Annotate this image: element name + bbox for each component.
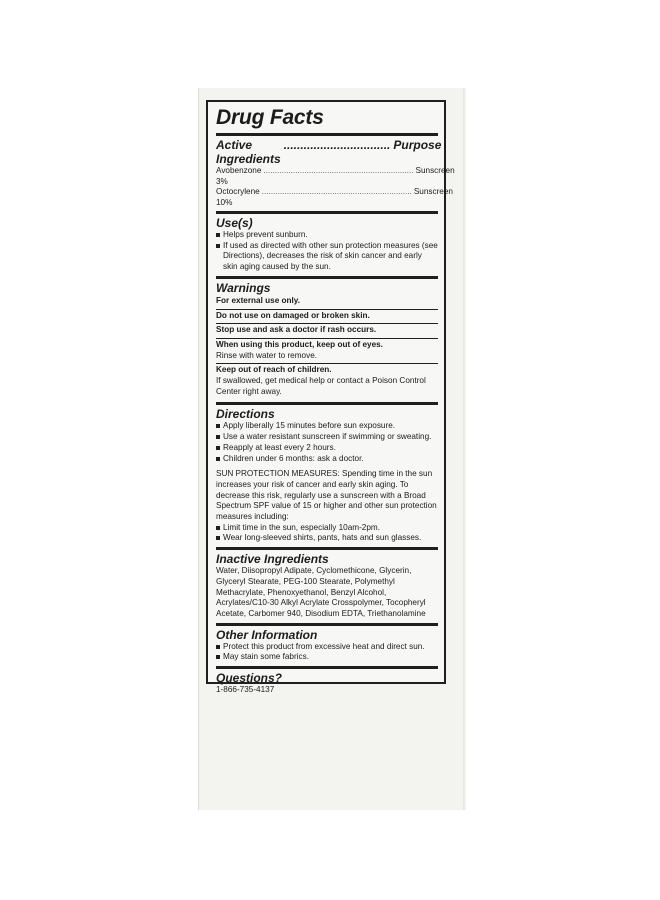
active-ingredients-heading: Active Ingredients — [216, 138, 281, 166]
uses-heading: Use(s) — [216, 216, 253, 230]
box-edge — [463, 88, 466, 810]
directions-item: Reapply at least every 2 hours. — [216, 443, 438, 454]
warning-children-text: If swallowed, get medical help or contact a Poison Control Center right away. — [216, 376, 426, 396]
ingredient-name: Octocrylene 10% — [216, 187, 260, 207]
directions-item: Use a water resistant sunscreen if swimming or sweating. — [216, 432, 438, 443]
purpose-heading: Purpose — [393, 138, 442, 152]
uses-item: Helps prevent sunburn. — [216, 230, 438, 241]
uses-item: If used as directed with other sun protection measures (see Directions), decreases the risk of skin cancer and early skin aging caused by the sun. — [216, 241, 438, 273]
warning-when-using — [216, 338, 438, 363]
warning-damaged-skin: Do not use on damaged or broken skin. — [216, 309, 438, 324]
warning-external: For external use only. — [216, 295, 301, 305]
warning-stop-use: Stop use and ask a doctor if rash occurs. — [216, 323, 438, 338]
directions-heading: Directions — [216, 407, 275, 422]
dot-leader: .................................................................. — [261, 187, 412, 196]
sun-protection-item: Limit time in the sun, especially 10am-2pm. — [216, 523, 438, 534]
questions-heading: Questions? — [216, 671, 283, 686]
drug-facts-panel — [206, 100, 455, 695]
warning-when-using-text: Rinse with water to remove. — [216, 350, 318, 360]
other-information-heading: Other Information — [216, 627, 318, 642]
dot-leader: ................................ — [283, 138, 391, 152]
sun-protection-measures: SUN PROTECTION MEASURES: Spending time in the sun increases your risk of cancer and early skin aging. To decrease this risk, regularly use a sunscreen with a Broad Spectrum SPF value of 15 or higher and other sun protection measures including: — [216, 469, 437, 522]
warnings-heading: Warnings — [216, 280, 271, 295]
active-ingredient-row — [216, 166, 455, 187]
questions-phone: 1-866-735-4137 — [216, 685, 275, 695]
warning-children-title: Keep out of reach of children. — [216, 365, 332, 375]
other-information-item: May stain some fabrics. — [216, 652, 438, 663]
ingredient-name: Avobenzone 3% — [216, 166, 262, 186]
sun-protection-item: Wear long-sleeved shirts, pants, hats and sun glasses. — [216, 533, 438, 544]
inactive-ingredients-section — [216, 547, 438, 623]
uses-section — [216, 211, 438, 276]
drug-facts-title: Drug Facts — [216, 106, 324, 129]
warning-children — [216, 363, 438, 399]
directions-section — [216, 402, 438, 547]
inactive-ingredients-heading: Inactive Ingredients — [216, 552, 329, 567]
directions-item: Children under 6 months: ask a doctor. — [216, 454, 438, 465]
ingredient-purpose: Sunscreen — [415, 166, 455, 175]
directions-item: Apply liberally 15 minutes before sun exposure. — [216, 421, 438, 432]
inactive-ingredients-text: Water, Diisopropyl Adipate, Cyclomethicone, Glycerin, Glyceryl Stearate, PEG-100 Stearate, Polymethyl Methacrylate, Phenoxyethanol, Benzyl Alcohol, Acrylates/C10-30 Alkyl Acrylate Crosspolymer, Tocopheryl Acetate, Carbomer 940, Disodium EDTA, Triethanolamine — [216, 566, 426, 618]
other-information-section — [216, 623, 438, 666]
warnings-section — [216, 276, 438, 403]
questions-section — [216, 666, 438, 699]
warning-when-using-title: When using this product, keep out of eyes. — [216, 339, 383, 349]
ingredient-purpose: Sunscreen — [413, 187, 453, 196]
active-ingredients-header — [216, 138, 442, 166]
active-ingredients-section — [216, 133, 455, 211]
dot-leader: .................................................................. — [263, 166, 414, 175]
active-ingredient-row — [216, 187, 453, 208]
other-information-item: Protect this product from excessive heat and direct sun. — [216, 642, 438, 653]
